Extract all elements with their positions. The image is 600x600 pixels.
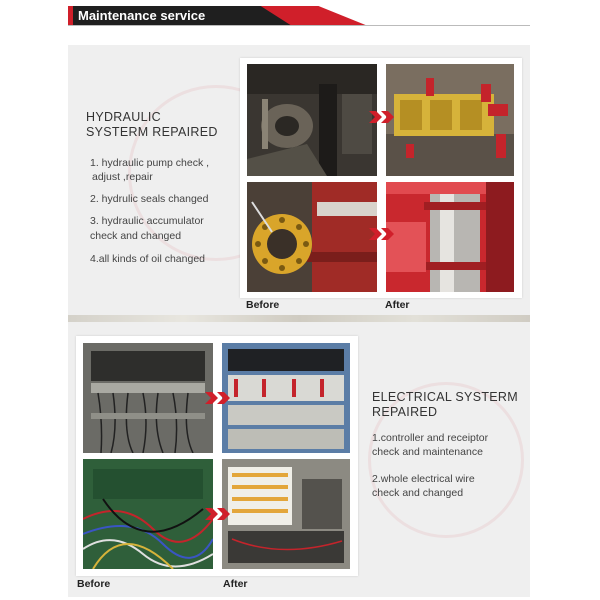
before-after-arrow-icon [205,392,231,404]
controller-before-photo [83,343,213,453]
controller-after-photo [222,343,350,453]
wire-after-photo [222,459,350,569]
electrical-item-2a: 2.whole electrical wire [372,473,475,485]
hydraulic-before-label: Before [246,299,280,311]
electrical-after-label: After [223,578,248,590]
hydraulic-item-4: 4.all kinds of oil changed [90,253,205,265]
hydraulic-pump-after-photo [386,64,514,176]
before-after-arrow-icon [369,228,395,240]
header-title: Maintenance service [78,8,206,23]
electrical-before-label: Before [77,578,111,590]
hydraulic-item-3b: check and changed [90,230,182,242]
section-header [68,6,298,26]
hydraulic-pump-before-photo [247,64,377,176]
hydraulic-title [86,110,218,140]
hydraulic-seals-before-photo [247,182,377,292]
section-divider-band [68,315,530,322]
before-after-arrow-icon [369,111,395,123]
wire-before-photo [83,459,213,569]
header-divider [68,25,530,26]
hydraulic-item-1a: 1. hydraulic pump check , [90,157,210,169]
hydraulic-title-line2: SYSTERM REPAIRED [86,125,218,139]
hydraulic-item-1b: adjust ,repair [92,171,153,183]
electrical-title-line2: REPAIRED [372,405,438,419]
electrical-item-1b: check and maintenance [372,446,483,458]
hydraulic-title-line1: HYDRAULIC [86,110,161,124]
before-after-arrow-icon [205,508,231,520]
header-red-edge [68,6,73,26]
electrical-title-line1: ELECTRICAL SYSTERM [372,390,518,404]
electrical-title [372,390,518,420]
hydraulic-accumulator-after-photo [386,182,514,292]
hydraulic-after-label: After [385,299,410,311]
electrical-item-1a: 1.controller and receiptor [372,432,489,444]
hydraulic-item-3a: 3. hydraulic accumulator [90,215,204,227]
hydraulic-item-2: 2. hydrulic seals changed [90,193,209,205]
electrical-item-2b: check and changed [372,487,464,499]
